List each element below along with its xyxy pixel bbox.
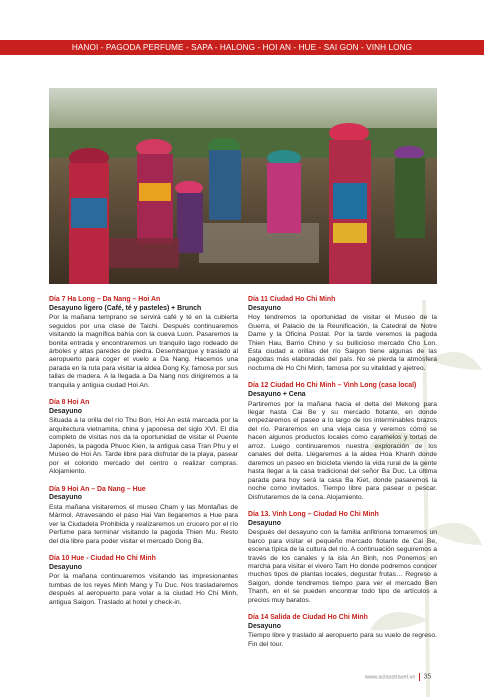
day-10-section: [49, 555, 238, 607]
day-meals: Desayuno: [248, 519, 281, 527]
itinerary-right-column: [248, 296, 437, 658]
page-number: 35: [423, 673, 432, 681]
page-footer: [365, 673, 431, 681]
day-meals: Desayuno + Cena: [248, 390, 306, 398]
footer-divider: [419, 673, 420, 681]
day-meals: Desayuno: [49, 407, 82, 415]
day-title: Día 13. Vinh Long – Ciudad Ho Chi Minh: [248, 510, 379, 518]
route-banner: [0, 40, 484, 55]
day-meals: Desayuno ligero (Café, té y pasteles) + Brunch: [49, 304, 202, 312]
day-title: Día 7 Ha Long – Da Nang – Hoi An: [49, 296, 161, 303]
day-9-section: [49, 486, 238, 546]
day-11-section: [248, 296, 437, 373]
day-meals: Desayuno: [248, 304, 281, 312]
day-description: Esta mañana visitaremos el museo Cham y las Montañas de Mármol. Atravesando el paso Hai Van llegaremos a Hue para ver la Ciudadela Prohibida y realizaremos un crucero por el río Perfume para terminar visitando la pagoda Thien Mu. Resto del día libre para poder visitar el mercado Dong Ba.: [49, 503, 238, 545]
day-title: Día 10 Hue - Ciudad Ho Chi Minh: [49, 555, 156, 563]
day-description: Hoy tendremos la oportunidad de visitar el Museo de la Guerra, el Palacio de la Reunificación, la Catedral de Notre Dame y la Oficina Postal. Por la tarde veremos la pagoda Thien Hau, Barrio Chino y su bullicioso mercado Cho Lon. Esta ciudad a orillas del río Saigon tiene algunas de las pagodas más elaboradas del país. No se pierda la atmósfera nocturna de Ho Chi Minh, famosa por su vitalidad y ajetreo.: [248, 314, 437, 372]
market-photo: [49, 88, 437, 284]
route-text: HANOI - PAGODA PERFUME - SAPA - HALONG - HOI AN - HUE - SAI GON - VINH LONG: [71, 43, 413, 52]
itinerary-left-column: [49, 296, 238, 616]
day-14-section: [248, 614, 437, 649]
day-description: Partiremos por la mañana hacia el delta del Mekong para llegar hasta Cai Be y su mercado flotante, en donde empezaremos el paseo a lo largo de los interminables brazos del río. Pararemos en una vieja casa y veremos cómo se hacen algunos productos locales como caramelos y tortas de arroz. Luego continuaremos nuestra exploración de los canales del delta. Llegaremos a la aldea Hoa Khanh donde daremos un paseo en bicicleta viendo la vida rural de la gente hasta llegar a la casa tradicional del señor Ba Duc. La última parada para hoy será la casa Ba Kiet, donde pasaremos la noche como invitados. Tiempo libre para pasear o pescar. Disfrutaremos de la cena. Alojamiento.: [248, 400, 437, 501]
website-link[interactable]: www.aclasstravel.vn: [365, 674, 416, 681]
day-meals: Desayuno: [49, 563, 82, 571]
day-7-section: [49, 296, 238, 390]
day-8-section: [49, 399, 238, 476]
day-meals: Desayuno: [49, 494, 82, 502]
day-12-section: [248, 382, 437, 502]
day-title: Día 11 Ciudad Ho Chi Minh: [248, 296, 336, 303]
day-title: Día 9 Hoi An – Da Nang – Hue: [49, 485, 146, 493]
day-13-section: [248, 511, 437, 605]
market-photo-icon: [49, 88, 437, 284]
day-meals: Desayuno: [248, 622, 281, 630]
day-description: Por la mañana continuaremos visitando las impresionantes tumbas de los reyes Minh Mang y Tu Duc. Nos trasladaremos después al aeropuerto para volar a la ciudad Ho Chi Minh, antigua Saigon. Traslado al hotel y check-in.: [49, 573, 238, 606]
day-description: Situada a la orilla del río Thu Bon, Hoi An está marcada por la arquitectura vietnamita, china y japonesa del siglo XVI. El día completo de visitas nos da la oportunidad de visitar el Puente Japonés, la pagoda Phuoc Kien, la antigua casa Tran Phu y el Museo de Hoi An. Tarde libre para disfrutar de la playa, pasear por el colorido mercado del centro o realizar compras. Alojamiento.: [49, 417, 238, 476]
day-title: Día 14 Salida de Ciudad Ho Chi Minh: [248, 614, 368, 622]
day-title: Día 12 Ciudad Ho Chi Minh – Vinh Long (casa local): [248, 382, 417, 390]
day-description: Por la mañana temprano se servirá café y té en la cubierta seguidos por una clase de Taichi. Después continuaremos visitando la magnífica bahía con la cueva Luon. Pasaremos la bonita entrada y encontraremos un tranquilo lago rodeado de árboles y altas paredes de piedra. Desembarque y traslado al aeropuerto para coger el vuelo a Da Nang. Hacemos una parada en la ruta para visitar la aldea Dong Ky, famosa por sus tallas de madera. A la llegada a Da Nang nos dirigiremos a la tranquila y antigua ciudad Hoi An.: [49, 314, 238, 389]
top-margin: [0, 0, 484, 28]
day-title: Día 8 Hoi An: [49, 399, 90, 407]
day-description: Tiempo libre y traslado al aeropuerto para su vuelo de regreso. Fin del tour.: [248, 632, 437, 648]
day-description: Después del desayuno con la familia anfitriona tomaremos un barco para visitar el pequeño mercado flotante de Cai Be, escena típica de la cultura del río. A continuación seguiremos a través de los canales y la isla An Binh, nos Ponemos en marcha para visitar el vivero Tam Ho donde podremos conocer muchos tipos de plantas locales, degustar frutas… Regreso a Saigon, donde tendremos tiempo para ver el mercado Ben Thanh, en el se pueden encontrar todo tipo de artículos a precios muy baratos.: [248, 529, 437, 604]
